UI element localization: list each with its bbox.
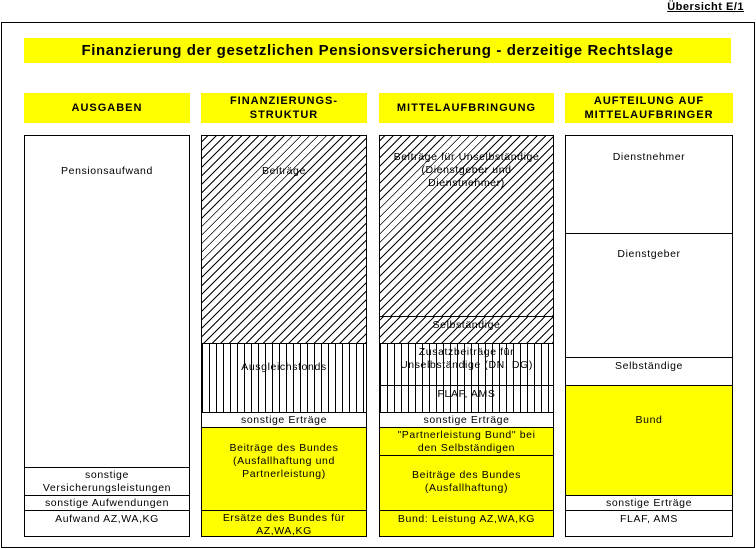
aufteilung-sonstige-ertraege-cell [566,495,732,510]
sonstige-aufwendungen-cell [25,495,189,510]
ersaetze-bundes-cell [202,510,366,536]
beitraege-label: Beiträge [262,165,306,177]
flaf-ams-label: FLAF, AMS [437,388,496,400]
ersaetze-bundes-label: Ersätze des Bundes für AZ,WA,KG [222,512,346,537]
overview-label: Übersicht E/1 [667,1,744,13]
dienstgeber-label: Dienstgeber [617,248,681,260]
header-mittelaufbringung: MITTELAUFBRINGUNG [379,93,554,123]
header-aufteilung-text: AUFTEILUNG AUF MITTELAUFBRINGER [584,95,714,121]
header-finanzierungsstruktur [201,93,367,123]
column-mittelaufbringung [379,135,554,537]
aufteilung-sonstige-ertraege-label: sonstige Erträge [605,497,693,509]
sonstige-ertraege-label: sonstige Erträge [240,414,328,426]
column-ausgaben [24,135,190,537]
beitraege-unselbstaendige-label: Beiträge für Unselbständige (Dienstgeber und Dienstnehmer) [393,151,540,189]
aufwand-az-label: Aufwand AZ,WA,KG [55,513,159,525]
selbstaendige-label: Selbständige [432,319,501,331]
sonstige-versicherungsleistungen-label: sonstige Versicherungsleistungen [42,469,172,494]
header-finanzierungsstruktur-text: FINANZIERUNGS-STRUKTUR [229,95,339,121]
aufteilung-flaf-ams-cell [566,510,732,536]
aufwand-az-cell [25,510,189,536]
sonstige-versicherungsleistungen-cell [25,467,189,495]
partnerleistung-cell [380,427,553,455]
mittel-sonstige-ertraege-label: sonstige Erträge [423,414,510,426]
beitraege-bundes-cell [202,427,366,510]
dienstgeber-cell [566,233,732,357]
mittel-sonstige-ertraege-cell [380,412,553,427]
mittel-beitraege-bundes-label: Beiträge des Bundes (Ausfallhaftung) [412,469,521,494]
sonstige-aufwendungen-label: sonstige Aufwendungen [44,497,170,509]
flaf-ams-cell [380,385,553,412]
bund-label: Bund [635,414,663,426]
sonstige-ertraege-cell [202,412,366,427]
aufteilung-selbstaendige-label: Selbständige [615,360,683,372]
beitraege-bundes-label: Beiträge des Bundes (Ausfallhaftung und Partnerleistung) [229,442,339,480]
zusatzbeitraege-label: Zusatzbeiträge für Unselbständige (DN, DG) [400,346,533,371]
column-aufteilung [565,135,733,537]
zusatzbeitraege-cell [380,343,553,385]
aufteilung-flaf-ams-label: FLAF, AMS [620,513,678,525]
ausgleichsfonds-label: Ausgleichsfonds [241,361,327,373]
bund-leistung-cell [380,510,553,536]
header-aufteilung [565,93,733,123]
pensionsaufwand-cell [25,136,189,467]
beitraege-cell [202,136,366,343]
partnerleistung-label: "Partnerleistung Bund" bei den Selbständigen [397,429,536,454]
bund-cell [566,385,732,495]
header-ausgaben: AUSGABEN [24,93,190,123]
ausgleichsfonds-cell [202,343,366,412]
diagram-title: Finanzierung der gesetzlichen Pensionsversicherung - derzeitige Rechtslage [24,38,731,63]
bund-leistung-label: Bund: Leistung AZ,WA,KG [397,513,536,525]
mittel-beitraege-bundes-cell [380,455,553,510]
aufteilung-selbstaendige-cell [566,357,732,385]
selbstaendige-cell [380,316,553,343]
column-finanzierungsstruktur [201,135,367,537]
beitraege-unselbstaendige-cell [380,136,553,316]
pensionsaufwand-label: Pensionsaufwand [61,165,153,177]
dienstnehmer-cell [566,136,732,233]
dienstnehmer-label: Dienstnehmer [612,151,686,163]
